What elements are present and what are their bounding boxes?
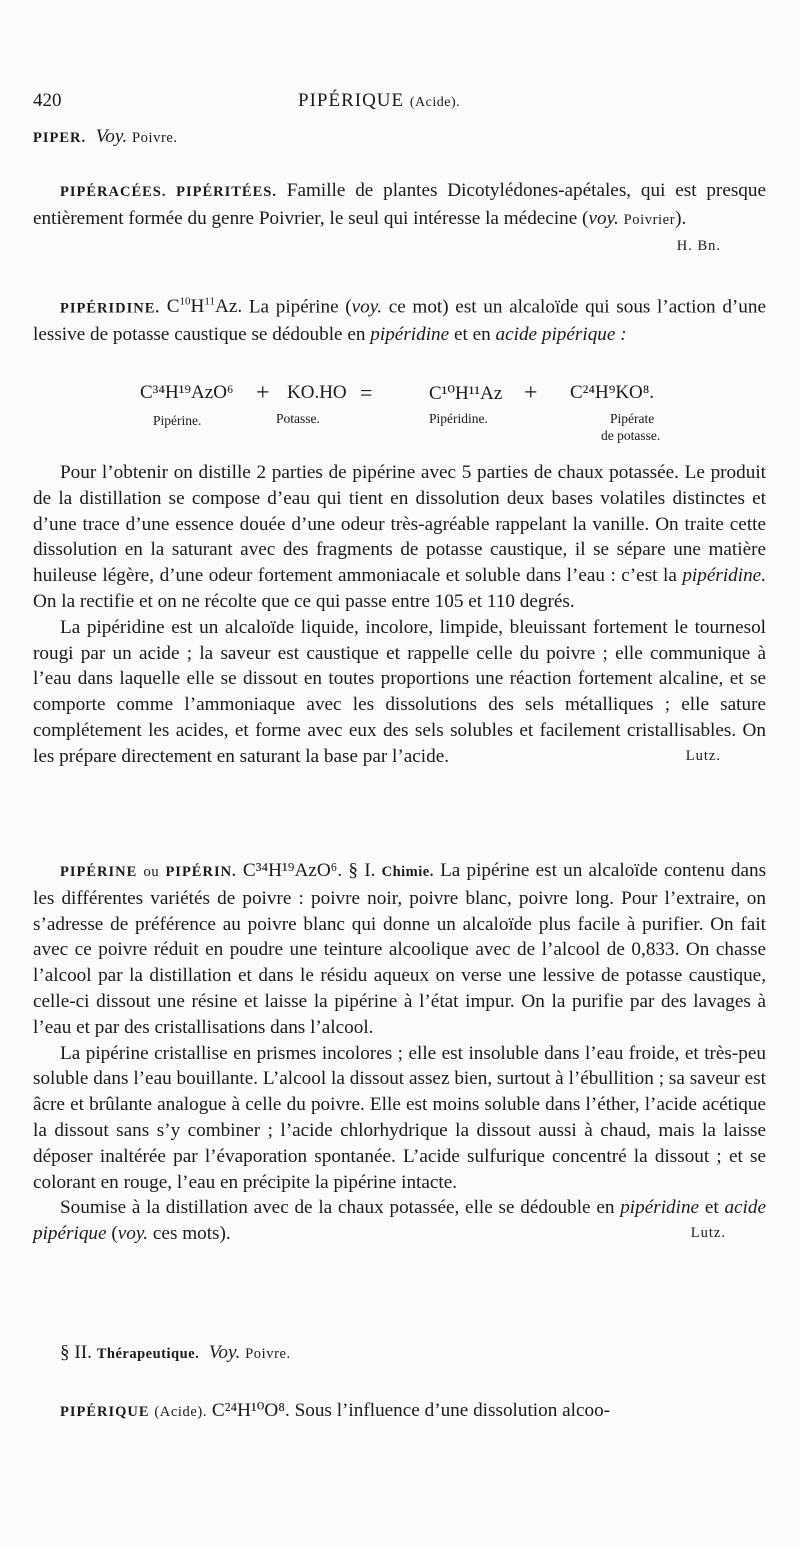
paragraph-text: Sous l’influence d’une dissolution alcoo-	[294, 1400, 611, 1421]
entry-body: La pipérine (	[248, 296, 352, 318]
eq-plus: +	[256, 380, 270, 406]
entry-piperique	[33, 1398, 766, 1426]
running-title	[298, 90, 460, 112]
formula-h: H	[190, 296, 205, 318]
paragraph-text: Pour l’obtenir on distille 2 parties de pipérine avec 5 parties de chaux potassée. Le produit de la distillation se compose d’eau qui tient en dissolution deux bases volatiles distinctes et d’une trace d’une essence douée d’une odeur très-agréable rappelant la vanille. On traite cette dissolution en la saturant avec des fragments de potasse caustique, il se sépare une matière huileuse légère, d’une odeur fortement ammoniacale et soluble dans l’eau : c’est la	[33, 462, 766, 587]
section-therapeutique	[33, 1340, 766, 1368]
section-mark: § I.	[348, 860, 376, 881]
formula-az: Az.	[214, 296, 243, 318]
entry-piper	[33, 124, 766, 152]
paragraph	[33, 1398, 766, 1426]
entry-body: Famille de plantes Dicotylédones-apétales, qui est presque entièrement formée du genre Poivrier, le seul qui intéresse la médecine (	[33, 180, 767, 229]
entry-piperidine	[33, 290, 766, 348]
eq-term-piperidine: C¹⁰H¹¹Az	[429, 383, 503, 404]
eq-label: de potasse.	[601, 428, 661, 443]
paragraph-text: La pipérine est un alcaloïde contenu dans les différentes variétés de poivre : poivre noir, poivre blanc, poivre long. Pour l’extraire, on s’adresse de préférence au poivre blanc qui donne un alcaloïde plus facile à purifier. On fait avec ce poivre réduit en poudre une teinture alcoolique avec de l’alcool de 0,833. On chasse l’alcool par la distillation et dans le résidu aqueux on verse une lessive de potasse caustique, celle-ci dissout une résine et laisse la pipérine à l’état impur. On la purifie par des lavages à l’eau et par des cristallisations dans l’alcool.	[33, 860, 767, 1038]
entry-text	[33, 178, 767, 254]
cross-ref: Poivre.	[131, 130, 178, 146]
eq-term-potasse: KO.HO	[287, 382, 347, 403]
running-title-main: PIPÉRIQUE	[298, 90, 405, 111]
signature: H. Bn.	[676, 237, 721, 254]
formula: C²⁴H¹⁰O⁸.	[211, 1400, 290, 1421]
term: acide pipérique :	[495, 324, 627, 346]
formula: C³⁴H¹⁹AzO⁶.	[242, 860, 343, 881]
voy-ref: voy.	[351, 296, 383, 318]
entry-head-ou: ou	[143, 864, 160, 880]
signature: Lutz.	[685, 747, 721, 764]
paragraph	[33, 615, 766, 770]
formula-c: C	[166, 296, 180, 318]
entry-head: PIPÉRIQUE	[60, 1404, 150, 1420]
formula-c-exp: 10	[179, 296, 191, 308]
entry-piperine	[33, 858, 766, 1247]
eq-label: Potasse.	[276, 411, 320, 426]
paragraph	[33, 1041, 766, 1196]
paragraph-text: (	[106, 1223, 118, 1245]
voy-ref: voy.	[588, 207, 619, 229]
paragraph	[33, 1195, 766, 1247]
formula	[167, 296, 242, 317]
entry-head-sub: (Acide).	[154, 1404, 208, 1420]
entry-head: PIPÉRACÉES. PIPÉRITÉES.	[60, 184, 277, 200]
term: pipéridine.	[682, 565, 766, 587]
entry-head: PIPÉRIDINE.	[60, 300, 161, 317]
eq-term-piperine: C³⁴H¹⁹AzO⁶	[140, 382, 234, 403]
cross-ref: Poivrier	[623, 211, 676, 228]
voy-ref: Voy.	[208, 1342, 241, 1363]
running-title-sub: (Acide).	[409, 95, 461, 110]
voy-ref: Voy.	[95, 126, 128, 147]
paragraph-text: ces mots).	[148, 1223, 231, 1245]
entry-head: PIPÉRINE	[60, 864, 138, 880]
entry-body-end: ).	[675, 207, 687, 229]
term: pipéridine	[620, 1197, 700, 1219]
entry-text	[33, 290, 766, 348]
entry-body: et en	[449, 324, 496, 346]
cross-ref: Poivre.	[245, 1346, 291, 1362]
entry-piperidine-body	[33, 460, 766, 770]
section-mark: § II.	[60, 1342, 92, 1363]
eq-label: Pipérine.	[153, 413, 202, 428]
entry-body: ce mot) est un alcaloïde qui sous l’action d’une lessive de potasse caustique se dédouble en	[33, 296, 767, 346]
paragraph	[33, 460, 766, 615]
eq-label: Pipéridine.	[429, 411, 488, 426]
eq-equals: =	[360, 380, 373, 405]
entry-head: PIPER.	[33, 130, 87, 146]
running-header	[33, 90, 768, 120]
paragraph-text: La pipérine cristallise en prismes incolores ; elle est insoluble dans l’eau froide, et très-peu soluble dans l’eau bouillante. L’alcool la dissout assez bien, surtout à l’ébullition ; sa saveur est âcre et brûlante analogue à celle du poivre. Elle est moins soluble dans l’éther, l’acide acétique la dissout sans s’y combiner ; l’acide chlorhydrique la dissout aussi à chaud, mais la laisse déposer inaltérée par l’évaporation spontanée. L’acide sulfurique concentré la dissout ; et se colorant en rouge, l’eau en précipite la pipérine intacte.	[33, 1042, 766, 1193]
entry-head: PIPÉRIN.	[165, 864, 237, 880]
eq-label: Pipérate	[610, 411, 655, 426]
voy-ref: voy.	[117, 1223, 149, 1245]
paragraph	[33, 858, 766, 1041]
eq-term-piperate: C²⁴H⁹KO⁸.	[570, 382, 655, 403]
term: pipéridine	[370, 324, 450, 346]
paragraph-text: On la rectifie et on ne récolte que ce qui passe entre 105 et 110 degrés.	[33, 590, 575, 612]
signature: Lutz.	[690, 1225, 726, 1242]
paragraph-text: Soumise à la distillation avec de la chaux potassée, elle se dédouble en	[60, 1197, 621, 1219]
paragraph-text: et	[699, 1197, 725, 1219]
paragraph-text: La pipéridine est un alcaloïde liquide, incolore, limpide, bleuissant fortement le tournesol rougi par un acide ; la saveur est caustique et rappelle celle du poivre ; elle communique à l’eau dans laquelle elle se dissout en toutes proportions une réaction fortement alcaline, et se comporte comme l’ammoniaque avec les dissolutions des sels métalliques ; elle sature complétement les acides, et forme avec eux des sels solubles et facilement cristallisables. On les prépare directement en saturant la base par l’acide.	[33, 616, 766, 767]
page-number: 420	[33, 90, 62, 111]
section-title: Thérapeutique.	[96, 1346, 200, 1362]
formula-h-exp: 11	[204, 296, 215, 308]
chemical-equation	[33, 380, 766, 443]
paragraph	[33, 1340, 766, 1368]
entry-piperacees	[33, 178, 766, 259]
section-title: Chimie.	[381, 864, 434, 880]
eq-plus: +	[524, 380, 538, 406]
term: acide pipérique	[33, 1197, 766, 1245]
